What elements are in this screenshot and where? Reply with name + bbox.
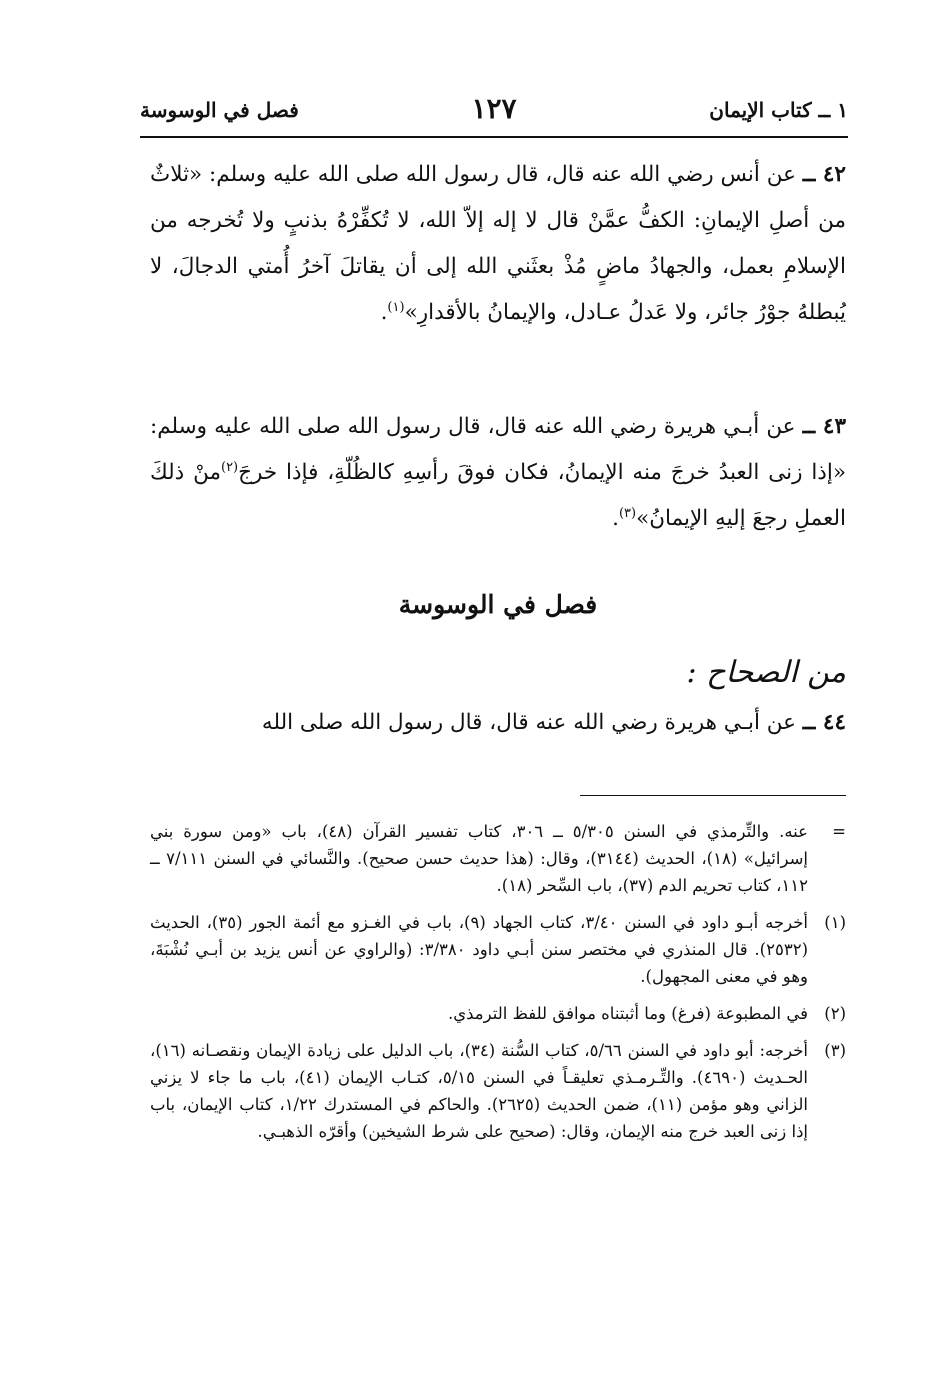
footnote-mark: = [832, 822, 846, 841]
footnote-ref: (٢) [220, 459, 239, 475]
footnote-1 [150, 909, 846, 990]
hadith-text: عن أنس رضي الله عنه قال، قال رسول الله صلى الله عليه وسلم: «ثلاثٌ من أصلِ الإيمانِ: الكفُّ عمَّنْ قال لا إله إلاّ الله، لا تُكفِّرْهُ بذنبٍ ولا تُخرجه من الإسلامِ بعمل، والجهادُ ماضٍ مُذْ بعثَني الله إلى أن يقاتلَ آخرُ أُمتي الدجالَ، لا يُبطلهُ جوْرُ جائر، ولا عَدلُ عـادل، والإيمانُ بالأقدارِ» [150, 162, 846, 325]
footnote-3 [150, 1037, 846, 1145]
hadith-number: ٤٢ ــ [802, 162, 846, 187]
footnote-ref: (١) [387, 299, 405, 315]
hadith-44 [150, 700, 846, 746]
hadith-text-part-1: عن أبـي هريرة رضي الله عنه قال، قال رسول الله صلى الله عليه وسلم: «إذا زنى العبدُ خرجَ منه الإيمانُ، فكان فوقَ رأسِهِ كالظُلّةِ، فإذا خرجَ [150, 414, 846, 485]
footnote-2 [150, 1000, 846, 1027]
hadith-number: ٤٣ ــ [802, 414, 846, 439]
footnote-text: عنه. والتِّرمذي في السنن ٥/٣٠٥ ــ ٣٠٦، كتاب تفسير القرآن (٤٨)، باب «ومن سورة بني إسرائيل» (١٨)، الحديث (٣١٤٤)، وقال: (هذا حديث حسن صحيح). والنَّسائي في السنن ٧/١١١ ــ ١١٢، كتاب تحريم الدم (٣٧)، باب السِّحر (١٨). [150, 822, 808, 895]
footnote-mark: (١) [824, 913, 846, 932]
running-head-section: فصل في الوسوسة [140, 98, 299, 122]
calligraphic-subheading: من الصحاح : [686, 655, 846, 690]
section-title: فصل في الوسوسة [398, 590, 598, 619]
footnotes [150, 818, 846, 1155]
page-number: ١٢٧ [471, 92, 517, 125]
header-rule [140, 136, 848, 138]
hadith-text: عن أبـي هريرة رضي الله عنه قال، قال رسول الله صلى الله [261, 710, 796, 735]
hadith-text-part-2: منْ ذلكَ العملِ رجعَ إليهِ الإيمانُ» [150, 460, 846, 531]
footnote-mark: (٣) [824, 1041, 846, 1060]
footnote-text: أخرجه أبـو داود في السنن ٣/٤٠، كتاب الجهاد (٩)، باب في الغـزو مع أئمة الجور (٣٥)، الحديث (٢٥٣٢). قال المنذري في مختصر سنن أبـي داود ٣/٣٨٠: (والراوي عن أنس يزيد بن أبـي نُشْبَةَ، وهو في معنى المجهول). [150, 913, 809, 986]
hadith-43 [150, 404, 846, 542]
hadith-end: . [380, 300, 388, 325]
footnote-ref: (٣) [618, 505, 637, 521]
hadith-number: ٤٤ ــ [802, 710, 846, 735]
footnote-continued [150, 818, 846, 899]
hadith-42 [150, 152, 846, 336]
footnote-text: أخرجه: أبو داود في السنن ٥/٦٦، كتاب السُّنة (٣٤)، باب الدليل على زيادة الإيمان ونقصـانه (١٦)، الحـديث (٤٦٩٠). والتِّـرمـذي تعليقـاً في السنن ٥/١٥، كتـاب الإيمان (٤١)، باب ما جاء لا يزني الزاني وهو مؤمن (١١)، ضمن الحديث (٢٦٢٥). والحاكم في المستدرك ١/٢٢، كتاب الإيمان، باب إذا زنى العبد خرج منه الإيمان، وقال: (صحيح على شرط الشيخين) وأقرّه الذهبـي. [150, 1041, 808, 1141]
running-head-chapter: ١ ــ كتاب الإيمان [709, 98, 848, 122]
footnote-text: في المطبوعة (فرغ) وما أثبتناه موافق للفظ الترمذي. [447, 1004, 808, 1023]
footnote-separator [580, 795, 846, 796]
page-header [140, 92, 848, 132]
footnote-mark: (٢) [824, 1004, 846, 1023]
hadith-end: . [612, 506, 619, 531]
